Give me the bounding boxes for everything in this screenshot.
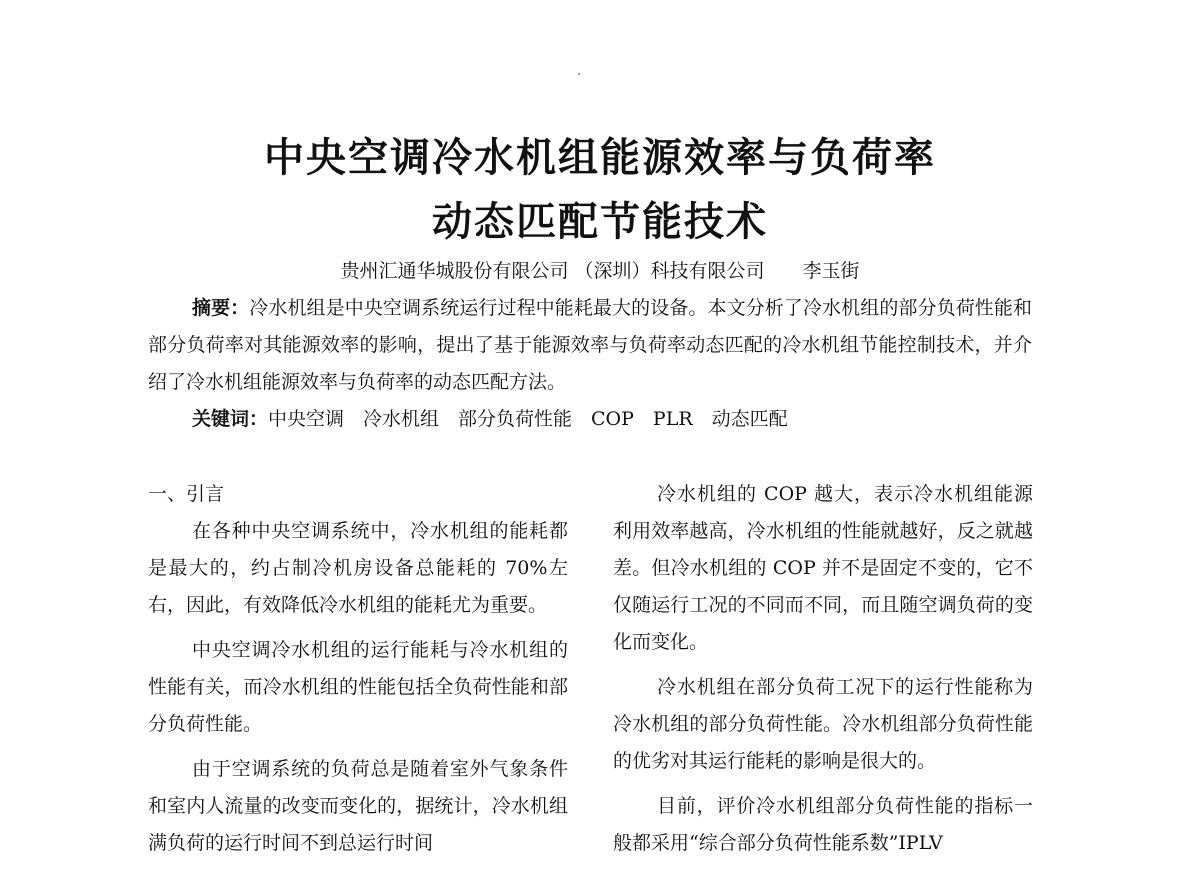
left-column: [148, 476, 568, 870]
abstract-label: 摘要：: [192, 297, 250, 319]
keywords: [148, 401, 1076, 438]
paragraph: 目前，评价冷水机组部分负荷性能的指标一般都采用“综合部分负荷性能系数”IPLV: [613, 795, 1033, 854]
section-heading-intro: 一、引言: [148, 483, 225, 505]
paragraph: 冷水机组的 COP 越大，表示冷水机组能源利用效率越高，冷水机组的性能就越好，反之就越差。但冷水机组的 COP 并不是固定不变的，它不仅随运行工况的不同而不同，而且随空调负荷的变化而变化。: [613, 483, 1033, 653]
author-affiliation: 贵州汇通华城股份有限公司 （深圳）科技有限公司 李玉街: [340, 260, 860, 282]
paper-title-line1: 中央空调冷水机组能源效率与负荷率: [264, 135, 936, 181]
paragraph: 由于空调系统的负荷总是随着室外气象条件和室内人流量的改变而变化的，据统计，冷水机组满负荷的运行时间不到总运行时间: [148, 758, 568, 854]
paragraph: 在各种中央空调系统中，冷水机组的能耗都是最大的，约占制冷机房设备总能耗的 70%左右，因此，有效降低冷水机组的能耗尤为重要。: [148, 520, 568, 616]
abstract: [148, 290, 1032, 401]
paragraph: 中央空调冷水机组的运行能耗与冷水机组的性能有关，而冷水机组的性能包括全负荷性能和部分负荷性能。: [148, 639, 568, 735]
paper-title-line2: 动态匹配节能技术: [432, 199, 768, 245]
keywords-text: 中央空调 冷水机组 部分负荷性能 COP PLR 动态匹配: [268, 408, 788, 430]
keywords-label: 关键词：: [192, 408, 269, 430]
abstract-text: 冷水机组是中央空调系统运行过程中能耗最大的设备。本文分析了冷水机组的部分负荷性能和部分负荷率对其能源效率的影响，提出了基于能源效率与负荷率动态匹配的冷水机组节能控制技术，并介绍了冷水机组能源效率与负荷率的动态匹配方法。: [148, 297, 1032, 393]
paragraph: 冷水机组在部分负荷工况下的运行性能称为冷水机组的部分负荷性能。冷水机组部分负荷性能的优劣对其运行能耗的影响是很大的。: [613, 676, 1033, 772]
right-column: [613, 476, 1033, 870]
scan-speck: [578, 73, 580, 75]
